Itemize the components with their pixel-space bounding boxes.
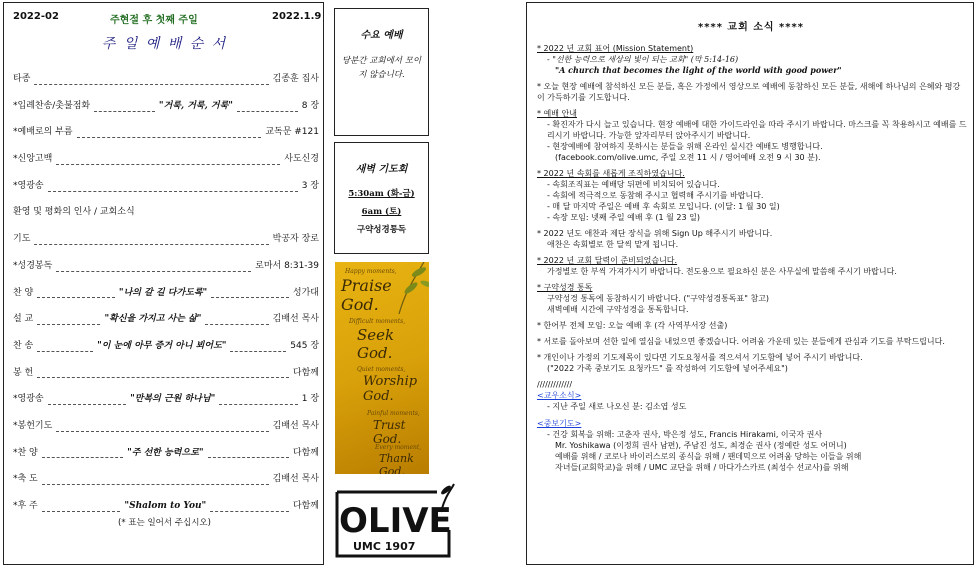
photo-line: Praise God. [341, 276, 392, 314]
order-row [13, 178, 319, 205]
order-item-label: *예배로의 부름 [13, 127, 73, 138]
stand-note: (* 표는 일어서 주십시오) [118, 518, 211, 528]
intercession-line: 자녀들(교회학교)을 위해 / UMC 교단을 위해 / 마다가스카르 (최성수 선교사)를 위해 [555, 463, 849, 472]
member-news-head: <교우소식> [537, 391, 582, 400]
order-item-value: 사도신경 [284, 154, 319, 165]
church-news-panel [526, 2, 974, 565]
ot-head: * 구약성경 통독 [537, 283, 593, 292]
order-item-label: *영광송 [13, 394, 44, 405]
news-item [537, 108, 967, 163]
photo-line: Difficult moments, [349, 318, 406, 325]
order-item-value: 박공자 장로 [272, 234, 319, 245]
news-title: **** 교회 소식 **** [698, 22, 804, 33]
order-item-title: "이 눈에 아무 증거 아니 뵈어도" [97, 340, 227, 351]
dash-leader [34, 84, 268, 85]
order-item-label: 봉 헌 [13, 367, 34, 378]
svg-text:UMC 1907: UMC 1907 [353, 540, 416, 553]
order-item-value: 8 장 [301, 100, 320, 111]
order-title: 주 일 예 배 순 서 [101, 36, 228, 52]
order-item-value: 김배선 목사 [272, 420, 319, 431]
intercession-line: 예배를 위해 / 코로나 바이러스로의 종식을 위해 / 팬데믹으로 어려움 당하는 이들을 위해 [555, 452, 862, 461]
order-list [13, 71, 319, 525]
order-item-title: "Shalom to You" [124, 501, 207, 511]
order-item-label: 기도 [13, 234, 31, 245]
dash-leader [42, 511, 121, 512]
order-item-label: *축 도 [13, 474, 38, 485]
order-row [13, 71, 319, 98]
dash-leader [208, 457, 289, 458]
news-item [537, 228, 967, 250]
order-item-label: *후 주 [13, 501, 38, 511]
photo-line: Worship God. [363, 374, 418, 404]
order-item-title: "나의 갈 길 다가도록" [118, 287, 208, 298]
photo-line: Quiet moments, [357, 366, 406, 373]
order-item-value: 다함께 [292, 501, 320, 511]
bulletin-date: 2022.1.9 [272, 11, 322, 22]
news-list [537, 43, 967, 473]
dash-leader [205, 324, 268, 325]
dawn-title: 새벽 기도회 [355, 164, 408, 175]
news-meeting: * 한어부 전체 모임: 오늘 예배 후 (각 사역부서장 선출) [537, 321, 728, 330]
photo-line: Thank God. [379, 452, 414, 474]
ot-line: 새벽예배 시간에 구약성경을 통독합니다. [547, 305, 689, 314]
dash-leader [37, 377, 289, 378]
dash-leader [37, 297, 115, 298]
order-item-value: 성가대 [292, 287, 319, 298]
member-news-line: - 지난 주일 새로 나오신 분: 김소엽 성도 [547, 402, 687, 411]
dash-leader [210, 511, 289, 512]
statement-head: * 2022 년 교회 표어 (Mission Statement) [537, 44, 694, 53]
dash-leader [230, 351, 286, 352]
signup-head: * 2022 년도 애찬과 제단 장식을 위해 Sign Up 해주시기 바랍니다. [537, 229, 773, 238]
dash-leader [37, 324, 100, 325]
svg-text:OLIVE: OLIVE [339, 501, 452, 541]
calendar-head: * 2022 년 교회 달력이 준비되었습니다. [537, 256, 678, 265]
order-row [13, 285, 319, 312]
photo-line: Trust God. [373, 418, 406, 446]
order-item-title: "확신을 가지고 사는 삶" [104, 314, 202, 325]
order-item-label: *입례찬송/촛불점화 [13, 100, 91, 111]
order-row [13, 391, 319, 418]
order-item-value: 김배선 목사 [272, 474, 319, 485]
order-row [13, 258, 319, 285]
praise-god-image [335, 262, 429, 474]
order-item-value: 3 장 [301, 180, 319, 191]
worship-line: - 확진자가 다시 늘고 있습니다. 현장 예배에 대한 가이드라인을 따라 주시기 바랍니다. 마스크를 꼭 착용하시고 예배를 드리시기 바랍니다. 가능한 앞자리부터 앉아주시기 바랍니다. [547, 120, 967, 140]
dash-leader [219, 404, 297, 405]
dawn-prayer-box [334, 142, 429, 254]
news-item [537, 282, 967, 315]
dawn-saturday: 6am (토) [361, 207, 402, 217]
order-item-label: 환영 및 평화의 인사 / 교회소식 [13, 207, 135, 218]
wed-title: 수요 예배 [360, 30, 403, 41]
photo-line: Seek God. [357, 326, 395, 362]
intercession-line: - 건강 회복을 위해: 고춘자 권사, 박은정 성도, Francis Hirakami, 이국자 권사 [547, 430, 823, 439]
order-item-label: *찬 양 [13, 447, 38, 458]
order-item-label: *영광송 [13, 180, 44, 191]
dash-leader [56, 271, 251, 272]
order-item-title: "거룩, 거룩, 거룩" [158, 100, 233, 111]
worship-head: * 예배 안내 [537, 109, 577, 118]
signup-line: 애찬은 속회별로 한 달씩 맡게 됩니다. [547, 240, 679, 249]
order-item-label: 찬 송 [13, 340, 34, 351]
order-item-label: 찬 양 [13, 287, 34, 298]
order-item-value: 김종훈 집사 [272, 74, 319, 84]
order-item-title: "주 선한 능력으로" [127, 447, 204, 458]
order-row [13, 151, 319, 178]
dash-leader [94, 111, 155, 112]
order-row [13, 418, 319, 445]
order-item-label: 설 교 [13, 314, 34, 325]
dash-leader [48, 191, 298, 192]
dash-leader [48, 404, 126, 405]
order-item-title: "만복의 근원 하나님" [130, 394, 216, 405]
prayer-head: * 개인이나 가정의 기도제목이 있다면 기도요청서를 적으셔서 기도함에 넣어 주시기 바랍니다. [537, 353, 863, 362]
order-item-value: 김배선 목사 [272, 314, 319, 325]
intercession-head: <중보기도> [537, 419, 582, 428]
dash-leader [237, 111, 298, 112]
order-row [13, 204, 319, 231]
ot-line: 구약성경 통독에 동참하시기 바랍니다. ("구약성경통독표" 참고) [547, 294, 770, 303]
liturgical-week: 주현절 후 첫째 주일 [110, 15, 198, 26]
news-item [537, 43, 967, 76]
order-row [13, 311, 319, 338]
statement-english: "A church that becomes the light of the world with good power" [555, 65, 842, 75]
intercession-line: Mr. Yoshikawa (이정희 권사 남편), 주남진 성도, 최경순 권사 (정예란 성도 어머니) [555, 441, 847, 450]
district-line: - 매 달 마지막 주일은 예배 후 속회로 모입니다. (이달: 1 월 30 일) [547, 202, 780, 211]
divider-slashes: ///////////// [537, 380, 573, 389]
order-row [13, 365, 319, 392]
order-row [13, 98, 319, 125]
bulletin-number: 2022-02 [13, 11, 59, 22]
wednesday-service-box [334, 8, 429, 136]
dash-leader [42, 484, 269, 485]
olive-umc-logo [333, 482, 455, 562]
dash-leader [211, 297, 289, 298]
order-item-value: 교독문 #121 [265, 127, 319, 138]
order-item-value: 다함께 [292, 447, 320, 458]
photo-line: Happy moments, [345, 268, 397, 275]
order-row [13, 231, 319, 258]
order-item-label: 타종 [13, 74, 31, 84]
news-item [537, 255, 967, 277]
news-care: * 서로를 돌아보며 선한 일에 열심을 내었으면 좋겠습니다. 어려움 가운데 있는 분들에게 관심과 기도를 부탁드립니다. [537, 337, 945, 346]
order-item-label: *신앙고백 [13, 154, 53, 165]
order-row [13, 445, 319, 472]
photo-line: Every moment, [375, 444, 422, 451]
dawn-time: 5:30am (화-금) [348, 189, 415, 199]
dash-leader [34, 244, 268, 245]
worship-order-panel [3, 2, 324, 565]
dash-leader [37, 351, 93, 352]
order-row [13, 124, 319, 151]
order-item-value: 545 장 [290, 340, 320, 351]
order-row [13, 471, 319, 498]
district-line: - 속장 모임: 넷째 주일 예배 후 (1 월 23 일) [547, 213, 700, 222]
news-item [537, 352, 967, 374]
order-item-value: 1 장 [301, 394, 320, 405]
dash-leader [56, 164, 280, 165]
statement-korean: - "선한 능력으로 세상의 빛이 되는 교회" (막 5:14-16) [547, 55, 739, 64]
district-head: * 2022 년 속회를 새롭게 조직하였습니다. [537, 169, 685, 178]
dash-leader [77, 137, 262, 138]
news-welcome: * 오늘 현장 예배에 참석하신 모든 분들, 혹은 가정에서 영상으로 예배에 동참하신 모든 분들, 새해에 하나님의 은혜와 평강이 가득하기를 기도합니다. [537, 82, 961, 102]
photo-line: Painful moments, [367, 410, 420, 417]
order-item-value: 로마서 8:31-39 [255, 260, 319, 271]
wed-text: 당분간 교회에서 모이지 않습니다. [341, 56, 422, 80]
order-row [13, 338, 319, 365]
dash-leader [56, 431, 268, 432]
order-item-label: *봉헌기도 [13, 420, 53, 431]
worship-line: - 현장예배에 참여하지 못하시는 분들을 위해 온라인 실시간 예배도 병행합니다. [547, 142, 823, 151]
dawn-note: 구약성경통독 [356, 225, 407, 235]
dash-leader [42, 457, 123, 458]
calendar-line: 가정별로 한 부씩 가져가시기 바랍니다. 전도용으로 필요하신 분은 사무실에 말씀해 주시기 바랍니다. [547, 267, 897, 276]
order-item-value: 다함께 [292, 367, 319, 378]
order-item-label: *성경봉독 [13, 260, 53, 271]
prayer-line: ("2022 가족 중보기도 요청카드" 를 작성하여 기도함에 넣어주세요") [547, 364, 788, 373]
news-item [537, 168, 967, 223]
district-line: - 속회조직표는 예배당 뒤편에 비치되어 있습니다. [547, 180, 720, 189]
worship-line: (facebook.com/olive.umc, 주일 오전 11 시 / 영어예배 오전 9 시 30 분). [555, 153, 821, 162]
district-line: - 속회에 적극적으로 동참해 주시고 협력해 주시기를 바랍니다. [547, 191, 764, 200]
